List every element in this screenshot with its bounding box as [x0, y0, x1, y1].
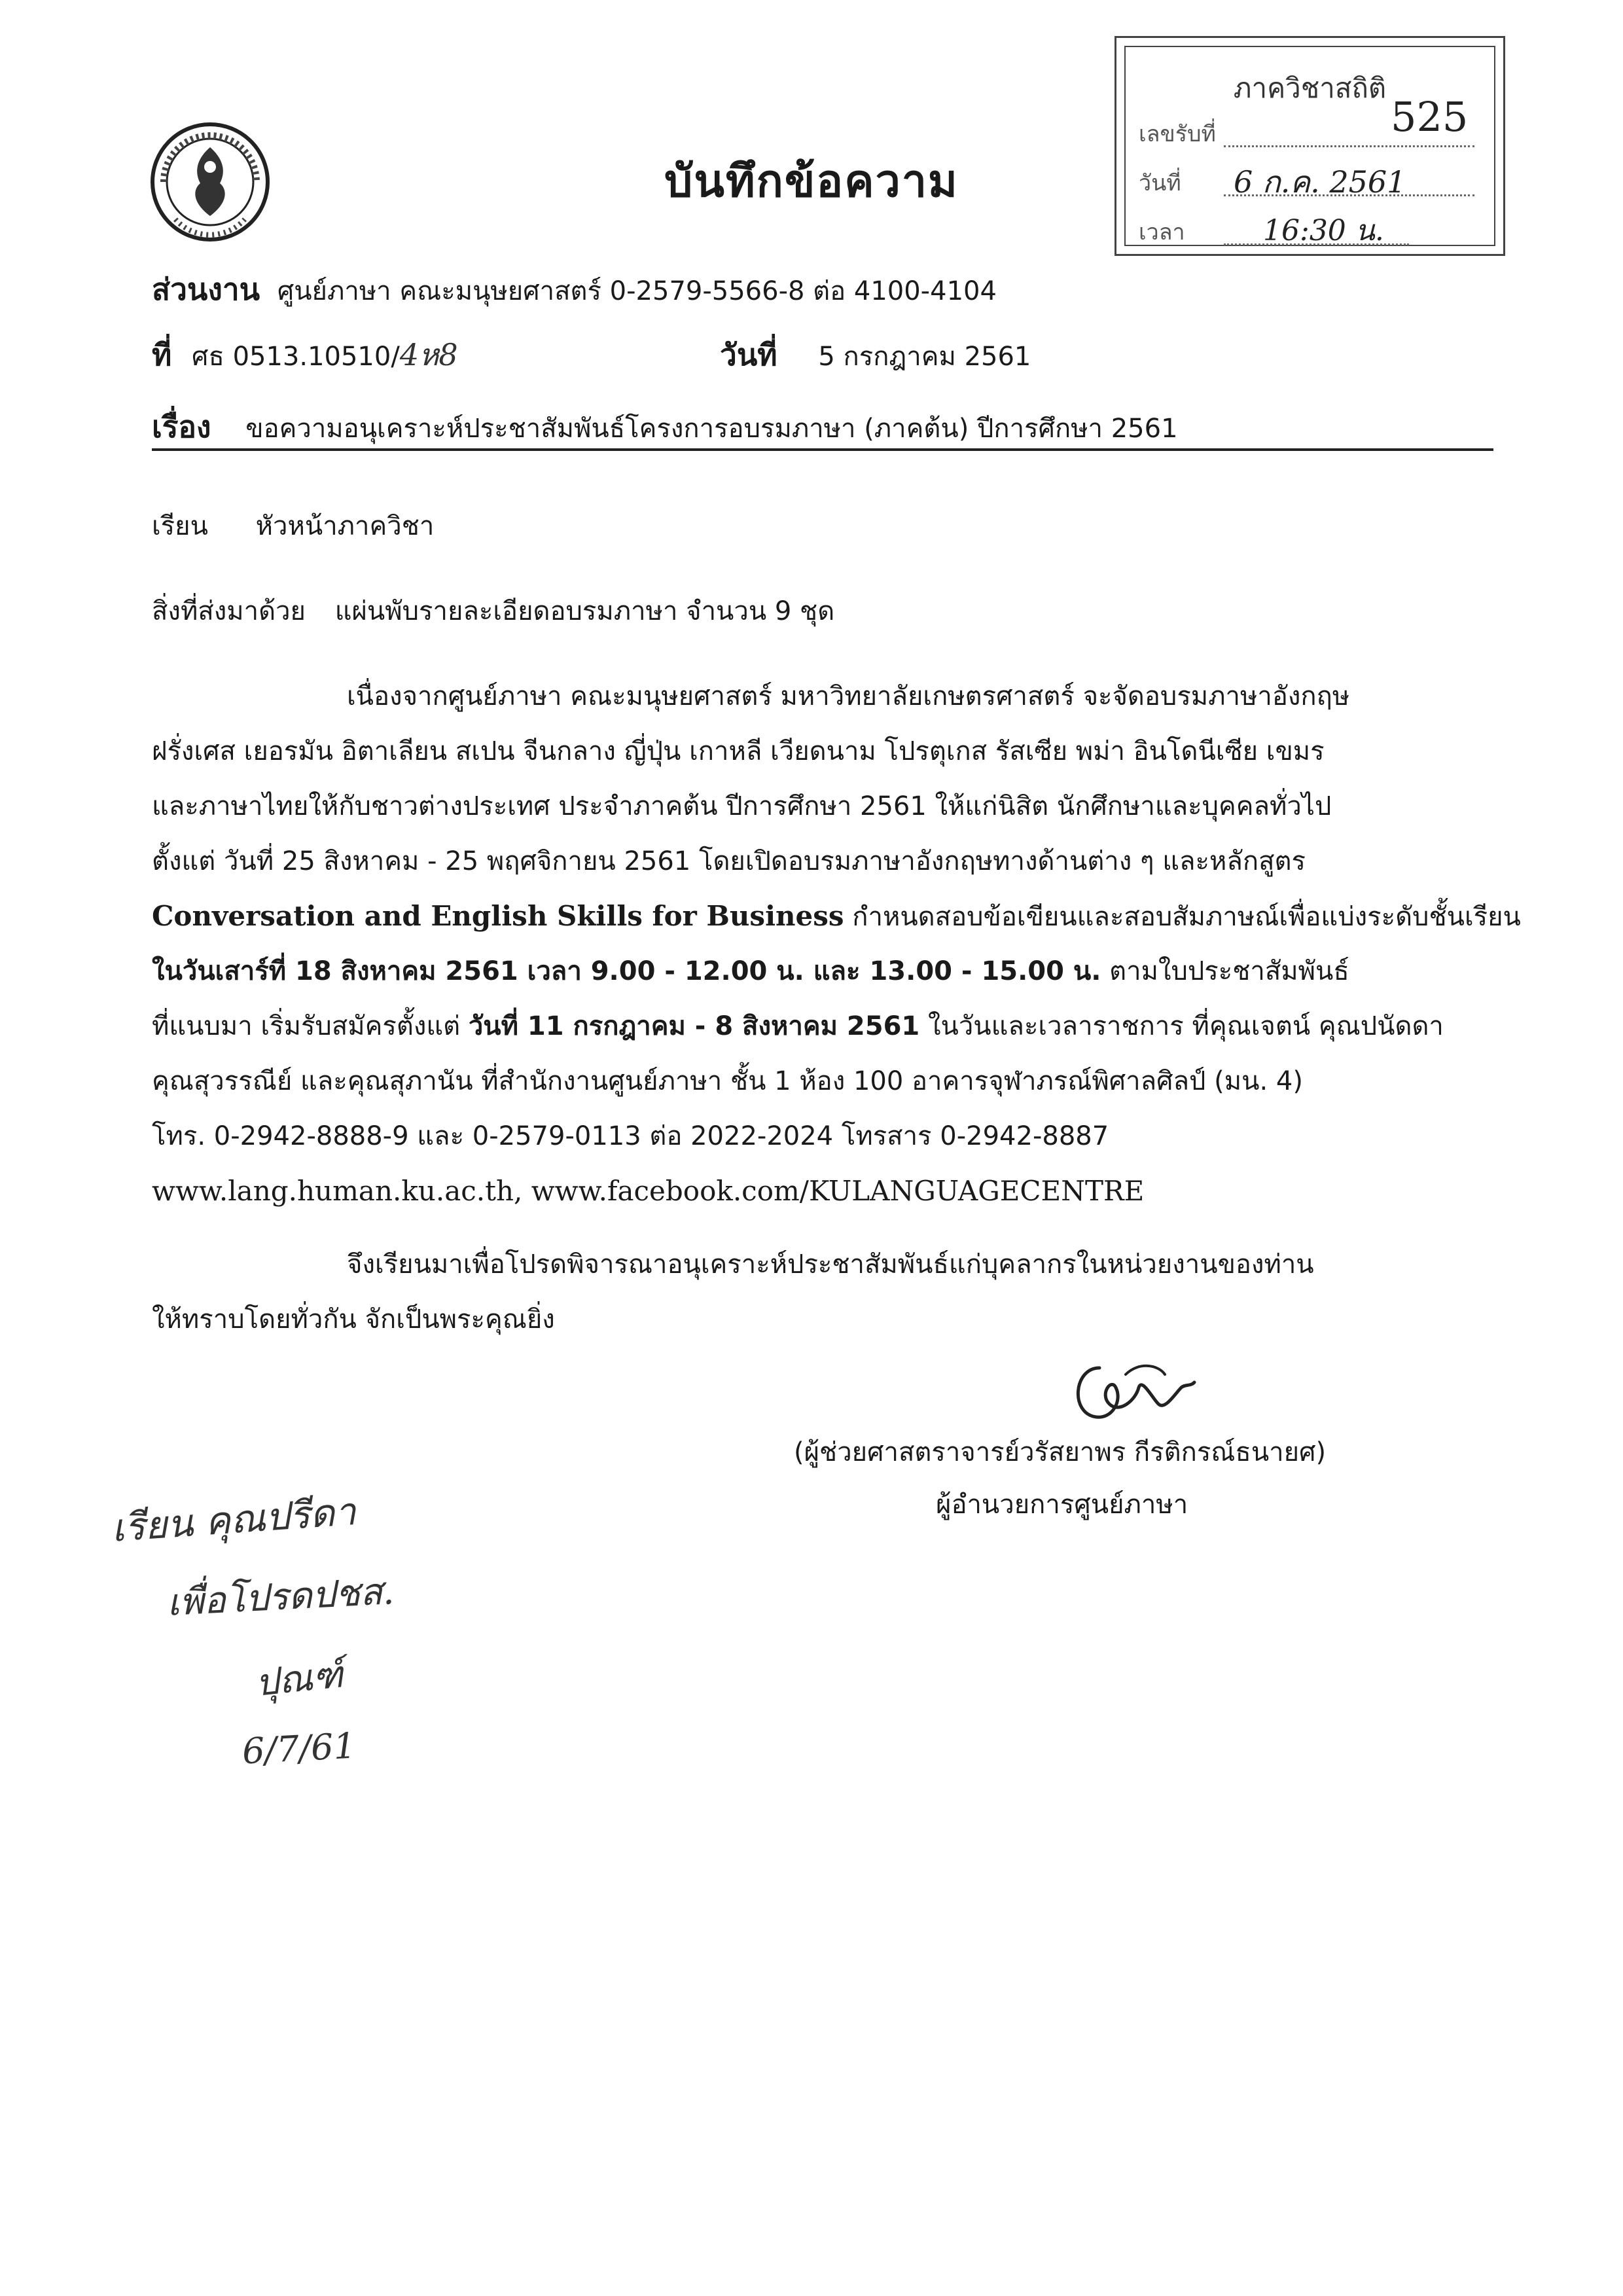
memo-title: บันทึกข้อความ: [664, 156, 959, 207]
handwritten-note-line-2: เพื่อโปรดปชส.: [166, 1570, 395, 1625]
enclosure-label: สิ่งที่ส่งมาด้วย: [152, 596, 306, 626]
ref-label: ที่: [152, 337, 172, 372]
enclosure-value: แผ่นพับรายละเอียดอบรมภาษา จำนวน 9 ชุด: [334, 596, 835, 626]
handwritten-note-line-3: ปุณฑ์: [253, 1653, 346, 1705]
register-dates: วันที่ 11 กรกฎาคม - 8 สิงหาคม 2561: [468, 1011, 920, 1041]
date-label: วันที่: [720, 337, 777, 372]
stamp-time-label: เวลา: [1139, 219, 1185, 245]
body-line-4: ตั้งแต่ วันที่ 25 สิงหาคม - 25 พฤศจิกายน 2561 โดยเปิดอบรมภาษาอังกฤษทางด้านต่าง ๆ และหลักสูตร: [152, 846, 1306, 876]
header-divider: [152, 448, 1493, 451]
stamp-receipt-no: 525: [1391, 93, 1469, 141]
handwritten-note-line-1: เรียน คุณปรีดา: [110, 1489, 357, 1551]
body-line-6: [152, 944, 1349, 999]
closing-line-1: จึงเรียนมาเพื่อโปรดพิจารณาอนุเคราะห์ประชาสัมพันธ์แก่บุคลากรในหน่วยงานของท่าน: [347, 1249, 1314, 1280]
body-line-3: และภาษาไทยให้กับชาวต่างประเทศ ประจำภาคต้น ปีการศึกษา 2561 ให้แก่นิสิต นักศึกษาและบุคคลทั่วไป: [152, 791, 1332, 821]
stamp-date-value: 6 ก.ค. 2561: [1234, 164, 1406, 200]
signatory-position: ผู้อำนวยการศูนย์ภาษา: [936, 1490, 1188, 1520]
subject-label: เรื่อง: [152, 409, 211, 444]
ref-value: ศธ 0513.10510/: [192, 342, 400, 372]
body-line-7: [152, 999, 1444, 1054]
body-line-7-pre: ที่แนบมา เริ่มรับสมัครตั้งแต่: [152, 1011, 469, 1041]
subject-value: ขอความอนุเคราะห์ประชาสัมพันธ์โครงการอบรมภาษา (ภาคต้น) ปีการศึกษา 2561: [245, 414, 1178, 444]
body-line-2: ฝรั่งเศส เยอรมัน อิตาเลียน สเปน จีนกลาง ญี่ปุ่น เกาหลี เวียดนาม โปรตุเกส รัสเซีย พม่า อินโดนีเซีย เขมร: [152, 736, 1325, 766]
ref-handwritten: 4ห8: [399, 337, 458, 372]
stamp-date-label: วันที่: [1139, 170, 1181, 196]
division-row: [152, 272, 997, 308]
salutation-label: เรียน: [152, 511, 208, 541]
division-label: ส่วนงาน: [152, 272, 260, 307]
ref-row: [152, 337, 458, 373]
body-line-8: คุณสุวรรณีย์ และคุณสุภานัน ที่สำนักงานศูนย์ภาษา ชั้น 1 ห้อง 100 อาคารจุฬาภรณ์พิศาลศิลป์ (มน. 4): [152, 1066, 1303, 1096]
body-line-7-rest: ในวันและเวลาราชการ ที่คุณเจตน์ คุณปนัดดา: [919, 1011, 1444, 1041]
stamp-time-value: 16:30 น.: [1263, 214, 1384, 247]
closing-line-2: ให้ทราบโดยทั่วกัน จักเป็นพระคุณยิ่ง: [152, 1304, 555, 1335]
subject-row: [152, 409, 1178, 445]
stamp-department: ภาควิชาสถิติ: [1233, 72, 1387, 104]
body-line-5: [152, 889, 1521, 944]
enclosure: [152, 596, 834, 627]
body-line-1: เนื่องจากศูนย์ภาษา คณะมนุษยศาสตร์ มหาวิทยาลัยเกษตรศาสตร์ จะจัดอบรมภาษาอังกฤษ: [347, 681, 1350, 711]
signatory-name: (ผู้ช่วยศาสตราจารย์วรัสยาพร กีรติกรณ์ธนายศ): [794, 1437, 1327, 1467]
stamp-receipt-label: เลขรับที่: [1139, 121, 1216, 147]
body-line-6-rest: ตามใบประชาสัมพันธ์: [1101, 956, 1349, 986]
body-line-10: www.lang.human.ku.ac.th, www.facebook.com/KULANGUAGECENTRE: [152, 1175, 1145, 1207]
date-value: 5 กรกฎาคม 2561: [818, 342, 1031, 372]
date-row: [720, 337, 1031, 373]
salutation-value: หัวหน้าภาควิชา: [255, 511, 435, 541]
exam-date: ในวันเสาร์ที่ 18 สิงหาคม 2561 เวลา 9.00 - 12.00 น. และ 13.00 - 15.00 น.: [152, 956, 1101, 986]
handwritten-note-line-4: 6/7/61: [241, 1725, 357, 1772]
division-value: ศูนย์ภาษา คณะมนุษยศาสตร์ 0-2579-5566-8 ต่อ 4100-4104: [277, 276, 997, 306]
body-line-5-rest: กำหนดสอบข้อเขียนและสอบสัมภาษณ์เพื่อแบ่งระดับชั้นเรียน: [844, 902, 1521, 932]
signature: [1060, 1348, 1204, 1433]
body-line-9: โทร. 0-2942-8888-9 และ 0-2579-0113 ต่อ 2022-2024 โทรสาร 0-2942-8887: [152, 1121, 1109, 1151]
course-name: Conversation and English Skills for Business: [152, 900, 844, 932]
salutation: [152, 511, 434, 542]
receipt-stamp: [1115, 36, 1505, 256]
